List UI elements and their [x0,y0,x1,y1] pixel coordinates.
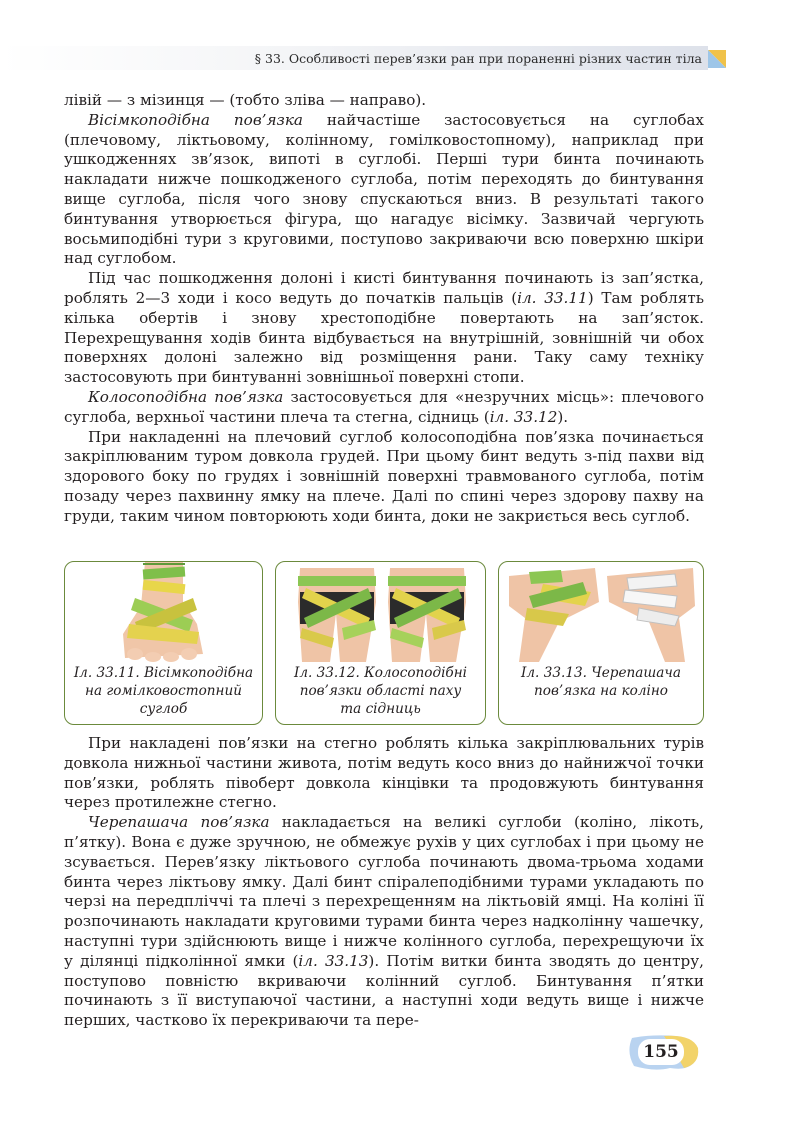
knee-bandage-image [499,562,704,666]
paragraph-7-text-a: накладається на великі суглоби (коліно, лікоть, п’ятку). Вона є дуже зручною, не обмежує рухів у цих суглобах і при цьому не зсувається. Перев’язку ліктьового суглоба починають двома-трьома ходами бинта через ліктьову ямку. Далі бинт спіралеподібними турами укладають по черзі на передпліччі та плечі з перехрещенням на ліктьовій ямці. На коліні її розпочинають накладати круговими турами бинта через надколінну чашечку, наступні тури здійснюють вище і нижче колінного суглоба, перехрещуючи їх у ділянці підколінної ямки ( [64,813,704,970]
paragraph-4-text-a: застосовується для «незручних місць»: плечового суглоба, верхньої частини плеча та стегна, сідниць ( [64,387,705,426]
running-header [0,46,794,72]
caption-line: пов’язки області паху [299,683,462,699]
figure-row [64,561,704,727]
groin-buttock-bandage-image [276,562,486,666]
term-turtle: Черепашача пов’язка [88,813,270,832]
paragraph-2 [64,111,704,269]
caption-33-12 [276,664,485,718]
figure-ref-33-12: іл. 33.12 [489,407,558,426]
paragraph-4 [64,388,704,428]
caption-line: Іл. 33.13. Черепашача [521,665,681,681]
paragraph-3-text-a: Під час пошкодження долоні і кисті бинтування починають із зап’ястка, роблять 2—3 ходи і косо ведуть до початків пальців ( [64,269,704,307]
page-number: 155 [638,1039,684,1065]
caption-line: та сідниць [340,701,421,717]
paragraph-6: При накладені пов’язки на стегно роблять кілька закріплювальних турів довкола нижньої частини живота, потім ведуть косо вниз до найнижчої точки пов’язки, роблять півоберт довкола кінцівки та продовжують бинтування через протилежне стегно. [64,734,704,812]
page-number-badge [624,1034,700,1070]
paragraph-2-text: найчастіше застосовується на суглобах (плечовому, ліктьовому, колінному, гомілковостопному), наприклад при ушкодженнях зв’язок, випоті в суглобі. Перші тури бинта починають накладати нижче пошкодженого суглоба, потім переходять до бинтування вище суглоба, після чого знову спускаються вниз. В результаті такого бинтування утворюється фігура, що нагадує вісімку. Зазвичай чергують восьмиподібні тури з круговими, поступово закриваючи всю поверхню шкіри над суглобом. [64,110,705,268]
caption-line: Іл. 33.11. Вісімкоподібна [73,665,254,681]
corner-triangle-icon [708,50,726,68]
paragraph-5: При накладенні на плечовий суглоб колосоподібна пов’язка починається закріплюваним туром довкола грудей. При цьому бинт ведуть з-під пахви від здорового боку по грудях і зовнішній поверхні травмованого суглоба, потім позаду через пахвинну ямку на плече. Далі по спині через здорову пахву на груди, таким чином повторюють ходи бинта, доки не закриється весь суглоб. [64,427,704,525]
paragraph-7 [64,813,704,1031]
figure-33-12 [275,561,486,725]
caption-line: пов’язка на коліно [534,683,668,699]
paragraph-7-text-b: ). Потім витки бинта зводять до центру, поступово повністю вкриваючи колінний суглоб. Бинтування п’ятки починають з її виступаючої частини, а наступні ходи ведуть вище і нижче перших, частково їх перекриваючи та пере- [64,951,704,1030]
text-bottom [64,734,704,1031]
caption-line: суглоб [139,701,188,717]
paragraph-4-text-b: ). [557,407,569,426]
figure-33-13 [498,561,704,725]
paragraph-3-text-b: ) Там роблять кілька обертів і знову хрестоподібне повертають на зап’ясток. Перехрещування ходів бинта відбувається на внутрішній, зовнішній чи обох поверхнях долоні залежно від розміщення рани. Таку саму техніку застосовують при бинтуванні зовнішньої поверхні стопи. [64,288,704,387]
figure-33-11 [64,561,263,725]
header-title: § 33. Особливості перев’язки ран при пораненні різних частин тіла [254,51,702,66]
figure-ref-33-11: іл. 33.11 [517,288,588,307]
caption-33-11 [65,664,262,718]
paragraph-3 [64,269,704,388]
ankle-bandage-image [65,562,263,662]
paragraph-1: лівій — з мізинця — (тобто зліва — направо). [64,91,427,109]
caption-line: Іл. 33.12. Колосоподібні [293,665,468,681]
term-spica: Колосоподібна пов’язка [88,387,284,406]
term-figure-eight: Вісімкоподібна пов’язка [88,110,303,129]
figure-ref-33-13: іл. 33.13 [298,951,369,970]
caption-line: на гомілковостопний [84,683,242,699]
text-top [64,91,704,527]
caption-33-13 [499,664,703,700]
